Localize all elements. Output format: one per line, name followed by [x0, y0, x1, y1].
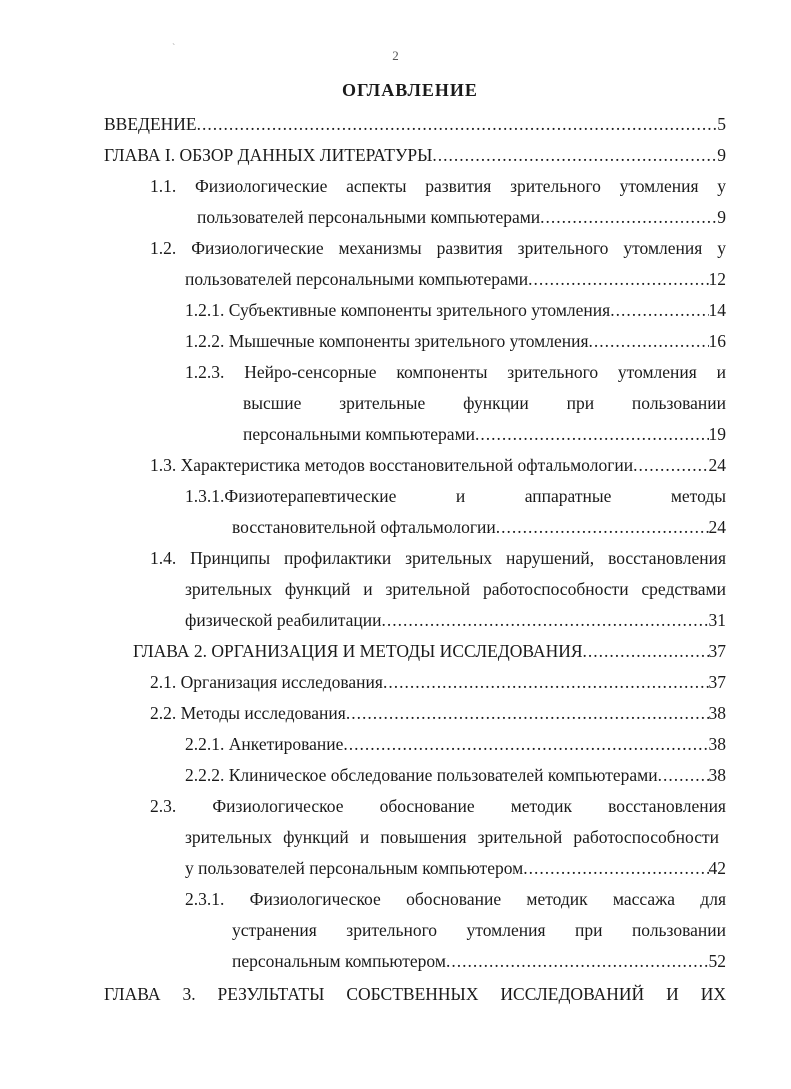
toc-entry-1-2-1[interactable] [185, 298, 726, 322]
toc-page-number: 52 [708, 951, 726, 971]
toc-entry-1-2-2[interactable] [185, 329, 726, 353]
toc-entry-text: 2.2. Методы исследования [150, 703, 346, 723]
toc-entry-chapter-3[interactable]: ГЛАВА 3. РЕЗУЛЬТАТЫ СОБСТВЕННЫХ ИССЛЕДОВАНИЙ И ИХ [104, 984, 726, 1004]
toc-entry-text: ГЛАВА I. ОБЗОР ДАННЫХ ЛИТЕРАТУРЫ [104, 145, 433, 165]
toc-entry-1-2-3-line1[interactable]: 1.2.3. Нейро-сенсорные компоненты зрительного утомления и [185, 362, 726, 382]
toc-entry-text: 2.2.1. Анкетирование [185, 734, 344, 754]
toc-entry-1-4-line2[interactable]: зрительных функций и зрительной работоспособности средствами [185, 579, 726, 599]
page-title: ОГЛАВЛЕНИЕ [342, 80, 478, 100]
toc-entry-2-3-line2[interactable]: зрительных функций и повышения зрительной работоспособности [185, 827, 719, 847]
toc-page-number: 31 [708, 610, 726, 630]
toc-entry-2-3-1-line1[interactable]: 2.3.1. Физиологическое обоснование методик массажа для [185, 889, 726, 909]
toc-entry-1-4[interactable] [185, 608, 726, 632]
toc-entry-2-3[interactable] [185, 856, 726, 880]
toc-entry-1-1-line1[interactable]: 1.1. Физиологические аспекты развития зрительного утомления у [150, 176, 726, 196]
toc-entry-intro[interactable] [104, 112, 726, 136]
toc-page-number: 5 [717, 114, 726, 134]
toc-page-number: 9 [717, 207, 726, 227]
toc-page-number: 38 [708, 703, 726, 723]
toc-page-number: 42 [708, 858, 726, 878]
toc-entry-1-3-1-line1[interactable]: 1.3.1.Физиотерапевтические и аппаратные методы [185, 486, 726, 506]
toc-entry-1-3[interactable] [150, 453, 726, 477]
toc-entry-text: физической реабилитации [185, 610, 382, 630]
toc-entry-text: 2.2.2. Клиническое обследование пользователей компьютерами [185, 765, 658, 785]
toc-entry-2-3-1[interactable] [232, 949, 726, 973]
toc-page-number: 12 [708, 269, 726, 289]
toc-entry-1-2-3-line2[interactable]: высшие зрительные функции при пользовании [243, 393, 726, 413]
toc-entry-1-2-line1[interactable]: 1.2. Физиологические механизмы развития зрительного утомления у [150, 238, 726, 258]
toc-page-number: 37 [708, 641, 726, 661]
toc-entry-1-1[interactable] [197, 205, 726, 229]
toc-entry-text: 2.1. Организация исследования [150, 672, 383, 692]
toc-entry-text: пользователей персональными компьютерами [185, 269, 529, 289]
toc-entry-1-3-1[interactable] [232, 515, 726, 539]
toc-entry-chapter-1[interactable] [104, 143, 726, 167]
page-number: 2 [392, 48, 399, 63]
toc-entry-text: ВВЕДЕНИЕ [104, 114, 197, 134]
toc-entry-2-2[interactable] [150, 701, 726, 725]
toc-entry-text: 1.2.1. Субъективные компоненты зрительного утомления [185, 300, 611, 320]
toc-entry-chapter-2[interactable] [133, 639, 726, 663]
toc-page-number: 38 [708, 734, 726, 754]
toc-entry-text: 1.2.2. Мышечные компоненты зрительного утомления [185, 331, 589, 351]
toc-entry-text: персональными компьютерами [243, 424, 476, 444]
toc-entry-2-3-1-line2[interactable]: устранения зрительного утомления при пользовании [232, 920, 726, 940]
toc-entry-text: 1.3. Характеристика методов восстановительной офтальмологии [150, 455, 634, 475]
toc-page-number: 9 [717, 145, 726, 165]
toc-entry-1-2[interactable] [185, 267, 726, 291]
toc-page-number: 37 [708, 672, 726, 692]
scan-speck: ` [172, 43, 176, 54]
toc-entry-text: персональным компьютером [232, 951, 446, 971]
toc-entry-text: у пользователей персональным компьютером [185, 858, 524, 878]
toc-page-number: 19 [708, 424, 726, 444]
toc-page-number: 14 [708, 300, 726, 320]
toc-page-number: 24 [708, 455, 726, 475]
toc-page-number: 38 [708, 765, 726, 785]
toc-page-number: 16 [708, 331, 726, 351]
toc-entry-2-2-1[interactable] [185, 732, 726, 756]
toc-page-number: 24 [708, 517, 726, 537]
toc-entry-text: восстановительной офтальмологии [232, 517, 496, 537]
toc-entry-2-3-line1[interactable]: 2.3. Физиологическое обоснование методик восстановления [150, 796, 726, 816]
toc-entry-2-2-2[interactable] [185, 763, 726, 787]
toc-entry-1-4-line1[interactable]: 1.4. Принципы профилактики зрительных нарушений, восстановления [150, 548, 726, 568]
toc-entry-2-1[interactable] [150, 670, 726, 694]
toc-entry-1-2-3[interactable] [243, 422, 726, 446]
toc-entry-text: пользователей персональными компьютерами [197, 207, 541, 227]
toc-entry-text: ГЛАВА 2. ОРГАНИЗАЦИЯ И МЕТОДЫ ИССЛЕДОВАНИЯ [133, 641, 583, 661]
